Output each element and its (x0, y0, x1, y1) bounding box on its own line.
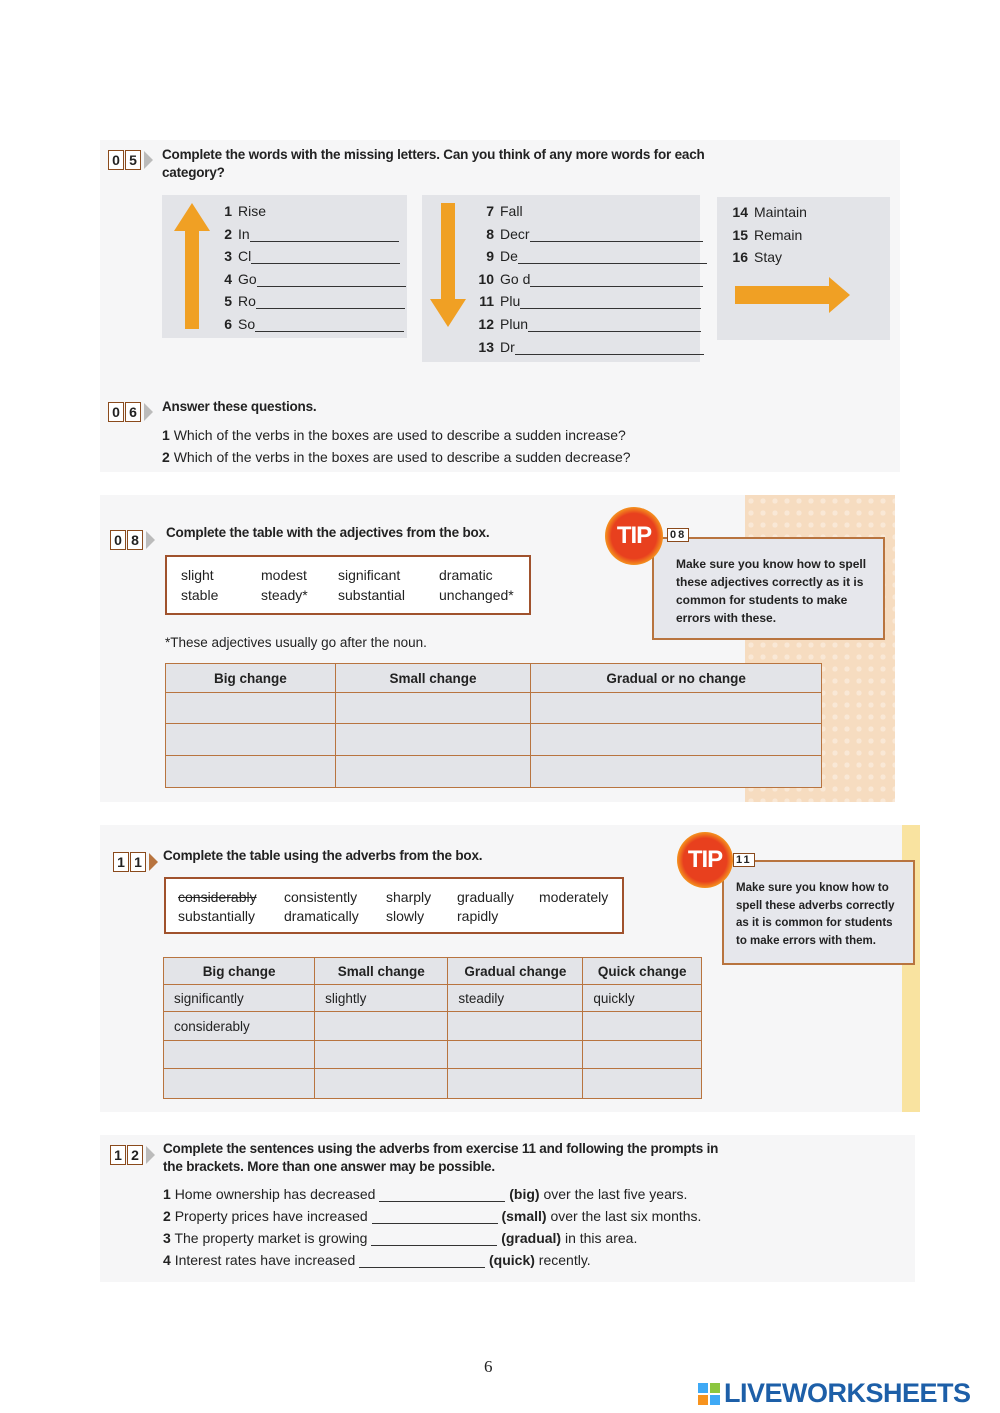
word-stem: Dr (500, 338, 515, 355)
answer-cell[interactable] (335, 693, 531, 724)
word-stem: Cl (238, 248, 252, 264)
badge-digit: 5 (125, 150, 141, 170)
answer-blank[interactable] (518, 251, 707, 264)
logo-text: LIVEWORKSHEETS (724, 1378, 971, 1408)
exercise-06-badge (108, 402, 153, 422)
answer-cell[interactable] (166, 756, 336, 788)
word-crossed-out: considerably (178, 889, 257, 905)
sentence-start: Home ownership has decreased (174, 1186, 376, 1202)
logo-grid-icon (698, 1383, 720, 1405)
answer-blank[interactable] (515, 342, 704, 355)
word: consistently (284, 889, 358, 905)
word: dramatic (439, 567, 493, 583)
adverb-word-box (164, 877, 624, 934)
column-header: Quick change (583, 958, 702, 985)
item-number: 6 (224, 315, 232, 332)
column-header: Small change (315, 958, 448, 985)
answer-blank[interactable] (530, 274, 703, 287)
tip-11-box: Make sure you know how to spell these adverbs correctly as it is common for students to make errors with them. (722, 860, 915, 965)
exercise-08-badge (110, 530, 155, 550)
word-stem: Plu (500, 293, 521, 310)
word-item (220, 293, 405, 309)
word-item (472, 226, 703, 242)
item-number: 2 (224, 225, 232, 242)
word-item (732, 249, 782, 265)
badge-digit: 8 (127, 530, 143, 550)
word-stem: Ro (238, 293, 256, 309)
word: stable (181, 587, 219, 603)
answer-blank[interactable] (251, 251, 400, 264)
word: steady* (261, 587, 308, 603)
prompt: (quick) (489, 1252, 535, 1268)
answer-cell[interactable] (448, 1069, 583, 1099)
answer-blank[interactable] (255, 319, 404, 332)
answer-blank[interactable] (371, 1233, 497, 1246)
answer-cell[interactable] (583, 1012, 702, 1041)
right-arrow-icon (735, 277, 851, 313)
answer-cell[interactable] (448, 1012, 583, 1041)
sentence (163, 1252, 591, 1268)
item-number: 13 (478, 338, 494, 355)
sentence-number: 3 (163, 1230, 171, 1246)
tip-08-number: 08 (667, 528, 689, 542)
word-stem: De (500, 248, 518, 265)
answer-blank[interactable] (528, 319, 701, 332)
answer-cell[interactable] (315, 1012, 448, 1041)
word: sharply (386, 889, 432, 905)
sentence (163, 1186, 687, 1202)
question-2 (162, 449, 631, 465)
badge-digit: 6 (125, 402, 141, 422)
answer-cell[interactable] (315, 1041, 448, 1069)
tip-11-number: 11 (733, 853, 755, 867)
column-header: Big change (164, 958, 315, 985)
play-arrow-icon (146, 531, 155, 549)
word-stem: Remain (754, 226, 803, 243)
page-number: 6 (484, 1357, 493, 1376)
answer-cell[interactable]: quickly (583, 985, 702, 1012)
item-number: 7 (486, 203, 494, 219)
answer-blank[interactable] (530, 229, 703, 242)
answer-cell[interactable] (164, 1041, 315, 1069)
exercise-12-badge (110, 1145, 155, 1165)
word-item (732, 204, 807, 220)
answer-cell[interactable] (583, 1041, 702, 1069)
word: substantially (178, 908, 256, 924)
exercise-05-title: Complete the words with the missing letters. Can you think of any more words for each category? (162, 147, 705, 180)
question-number: 1 (162, 427, 170, 443)
answer-cell[interactable] (315, 1069, 448, 1099)
question-number: 2 (162, 449, 170, 465)
answer-cell[interactable] (531, 724, 822, 756)
tip-11-badge: TIP (677, 832, 733, 888)
answer-cell[interactable] (166, 693, 336, 724)
answer-blank[interactable] (359, 1255, 485, 1268)
answer-cell[interactable] (335, 756, 531, 788)
answer-cell[interactable]: considerably (164, 1012, 315, 1041)
answer-cell[interactable] (164, 1069, 315, 1099)
sentence-end: in this area. (564, 1230, 638, 1246)
item-number: 15 (732, 226, 748, 243)
answer-blank[interactable] (372, 1211, 498, 1224)
liveworksheets-logo (698, 1378, 971, 1409)
item-number: 8 (486, 225, 494, 242)
prompt: (small) (501, 1208, 547, 1224)
badge-digit: 1 (110, 1145, 126, 1165)
sentence-start: Property prices have increased (174, 1208, 368, 1224)
answer-blank[interactable] (379, 1189, 505, 1202)
word: moderately (539, 889, 609, 905)
answer-cell[interactable] (531, 756, 822, 788)
word: slowly (386, 908, 425, 924)
item-number: 12 (478, 316, 494, 332)
column-header: Gradual or no change (531, 664, 822, 693)
badge-digit: 2 (127, 1145, 143, 1165)
word-item (472, 339, 704, 355)
badge-digit: 0 (108, 150, 124, 170)
word-stem: Stay (754, 249, 783, 265)
sentence-start: Interest rates have increased (174, 1252, 356, 1268)
exercise-12-title: Complete the sentences using the adverbs from exercise 11 and following the prompts in the brackets. More than one answer may be possible. (163, 1141, 719, 1174)
answer-cell[interactable] (335, 724, 531, 756)
word-item (472, 293, 701, 309)
word: modest (261, 567, 307, 583)
word-stem: So (238, 315, 256, 332)
up-arrow-icon (172, 203, 212, 331)
answer-cell[interactable] (166, 724, 336, 756)
answer-cell[interactable] (448, 1041, 583, 1069)
word-stem: Maintain (754, 204, 807, 220)
word: dramatically (284, 908, 359, 924)
answer-blank[interactable] (256, 296, 405, 309)
word-item (220, 248, 400, 264)
answer-blank[interactable] (257, 274, 406, 287)
exercise-06-title: Answer these questions. (162, 399, 317, 414)
tip-08-badge: TIP (605, 507, 663, 565)
item-number: 10 (478, 270, 494, 287)
adjective-table (165, 663, 822, 788)
word-item (220, 316, 404, 332)
word-item (220, 203, 266, 219)
item-number: 1 (224, 203, 232, 219)
item-number: 14 (732, 204, 748, 220)
word: unchanged* (439, 587, 514, 603)
word-item (472, 203, 523, 219)
word-stem: Go d (500, 270, 531, 287)
sentence-end: recently. (538, 1252, 591, 1268)
word: slight (181, 567, 214, 583)
word-stem: Fall (500, 203, 523, 219)
word-stem: In (238, 225, 250, 242)
exercise-11-title: Complete the table using the adverbs from the box. (163, 848, 483, 863)
word-stem: Go (238, 270, 257, 287)
sentence (163, 1208, 701, 1224)
answer-cell[interactable] (531, 693, 822, 724)
sentence-start: The property market is growing (174, 1230, 368, 1246)
exercise-11-badge (113, 852, 158, 872)
word-item (220, 226, 399, 242)
footnote: *These adjectives usually go after the noun. (165, 635, 427, 650)
column-header: Big change (166, 664, 336, 693)
badge-digit: 1 (130, 852, 146, 872)
badge-digit: 1 (113, 852, 129, 872)
answer-cell[interactable]: significantly (164, 985, 315, 1012)
word-stem: Plun (500, 316, 529, 332)
answer-blank[interactable] (250, 229, 399, 242)
play-arrow-icon (144, 151, 153, 169)
badge-digit: 0 (108, 402, 124, 422)
tip-08-box: Make sure you know how to spell these adjectives correctly as it is common for students to make errors with these. (652, 537, 885, 640)
question-1 (162, 427, 626, 443)
word-item (472, 316, 701, 332)
sentence-number: 2 (163, 1208, 171, 1224)
item-number: 3 (224, 248, 232, 264)
word-stem: Rise (238, 203, 267, 219)
question-text: Which of the verbs in the boxes are used to describe a sudden decrease? (173, 449, 631, 465)
word-item (472, 271, 703, 287)
question-text: Which of the verbs in the boxes are used to describe a sudden increase? (173, 427, 626, 443)
item-number: 16 (732, 249, 748, 265)
sentence-end: over the last six months. (550, 1208, 702, 1224)
down-arrow-icon (428, 203, 468, 329)
sentence (163, 1230, 637, 1246)
sentence-number: 1 (163, 1186, 171, 1202)
answer-blank[interactable] (520, 296, 701, 309)
play-arrow-icon (146, 1146, 155, 1164)
sentence-end: over the last five years. (543, 1186, 688, 1202)
badge-digit: 0 (110, 530, 126, 550)
sentence-number: 4 (163, 1252, 171, 1268)
prompt: (gradual) (501, 1230, 562, 1246)
column-header: Gradual change (448, 958, 583, 985)
word: significant (338, 567, 401, 583)
adjective-word-box (165, 555, 531, 615)
word-item (732, 227, 802, 243)
adverb-table (163, 957, 702, 1099)
item-number: 11 (479, 293, 494, 310)
word: substantial (338, 587, 405, 603)
exercise-08-title: Complete the table with the adjectives from the box. (166, 525, 490, 540)
word: gradually (457, 889, 514, 905)
column-header: Small change (335, 664, 531, 693)
item-number: 5 (224, 293, 232, 309)
word-stem: Decr (500, 225, 530, 242)
play-arrow-icon (144, 403, 153, 421)
item-number: 9 (486, 248, 494, 265)
answer-cell[interactable]: slightly (315, 985, 448, 1012)
answer-cell[interactable] (583, 1069, 702, 1099)
item-number: 4 (224, 270, 232, 287)
word-item (472, 248, 707, 264)
prompt: (big) (509, 1186, 540, 1202)
word: rapidly (457, 908, 499, 924)
answer-cell[interactable]: steadily (448, 985, 583, 1012)
play-arrow-icon (149, 853, 158, 871)
exercise-05-badge (108, 150, 153, 170)
word-item (220, 271, 406, 287)
